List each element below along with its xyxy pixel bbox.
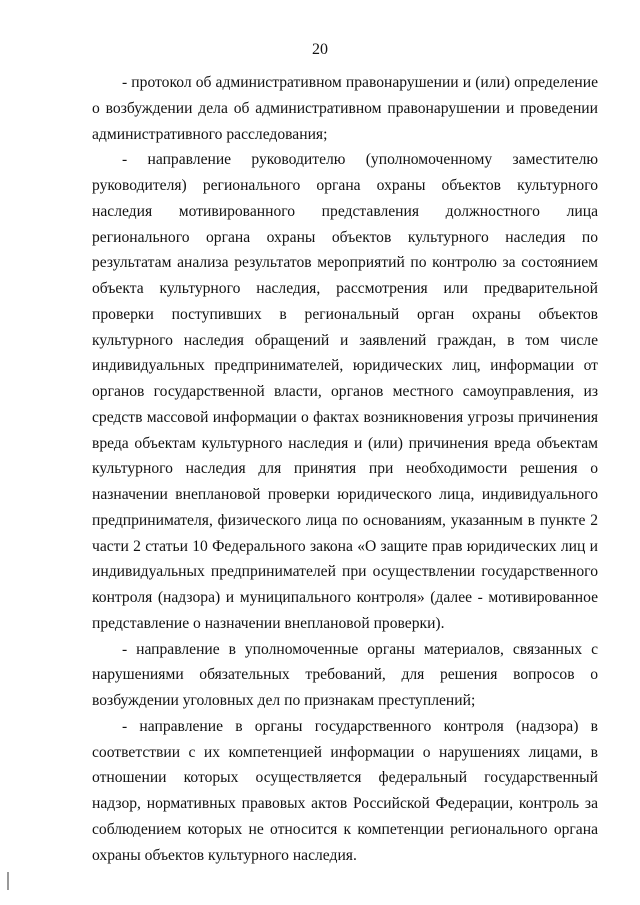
paragraph-motivated-representation: - направление руководителю (уполномоченному заместителю руководителя) регионального органа охраны объектов культурного наследия мотивированного представления должностного лица регионального органа охраны объектов культурного наследия по результатам анализа результатов мероприятий по контролю за состоянием объекта культурного наследия, рассмотрения или предварительной проверки поступивших в региональный орган охраны объектов культурного наследия обращений и заявлений граждан, в том числе индивидуальных предпринимателей, юридических лиц, информации от органов государственной власти, органов местного самоуправления, из средств массовой информации о фактах возникновения угрозы причинения вреда объектам культурного наследия и (или) причинения вреда объектам культурного наследия для принятия при необходимости решения о назначении внеплановой проверки юридического лица, индивидуального предпринимателя, физического лица по основаниям, указанным в пункте 2 части 2 статьи 10 Федерального закона «О защите прав юридических лиц и индивидуальных предпринимателей при осуществлении государственного контроля (надзора) и муниципального контроля» (далее - мотивированное представление о назначении внеплановой проверки). [92,151,598,632]
paragraph-information-to-control-bodies: - направление в органы государственного контроля (надзора) в соответствии с их компетенцией информации о нарушениях лицами, в отношении которых осуществляется федеральный государственный надзор, нормативных правовых актов Российской Федерации, контроль за соблюдением которых не относится к компетенции регионального органа охраны объектов культурного наследия. [92,717,598,864]
paragraph-materials-to-authorities: - направление в уполномоченные органы материалов, связанных с нарушениями обязательных требований, для решения вопросов о возбуждении уголовных дел по признакам преступлений; [92,640,598,709]
page-number: 20 [312,41,328,58]
document-body [92,70,598,868]
scan-edge-mark [7,872,9,890]
paragraph-protocol: - протокол об административном правонарушении и (или) определение о возбуждении дела об административном правонарушении и проведении административного расследования; [92,74,598,143]
